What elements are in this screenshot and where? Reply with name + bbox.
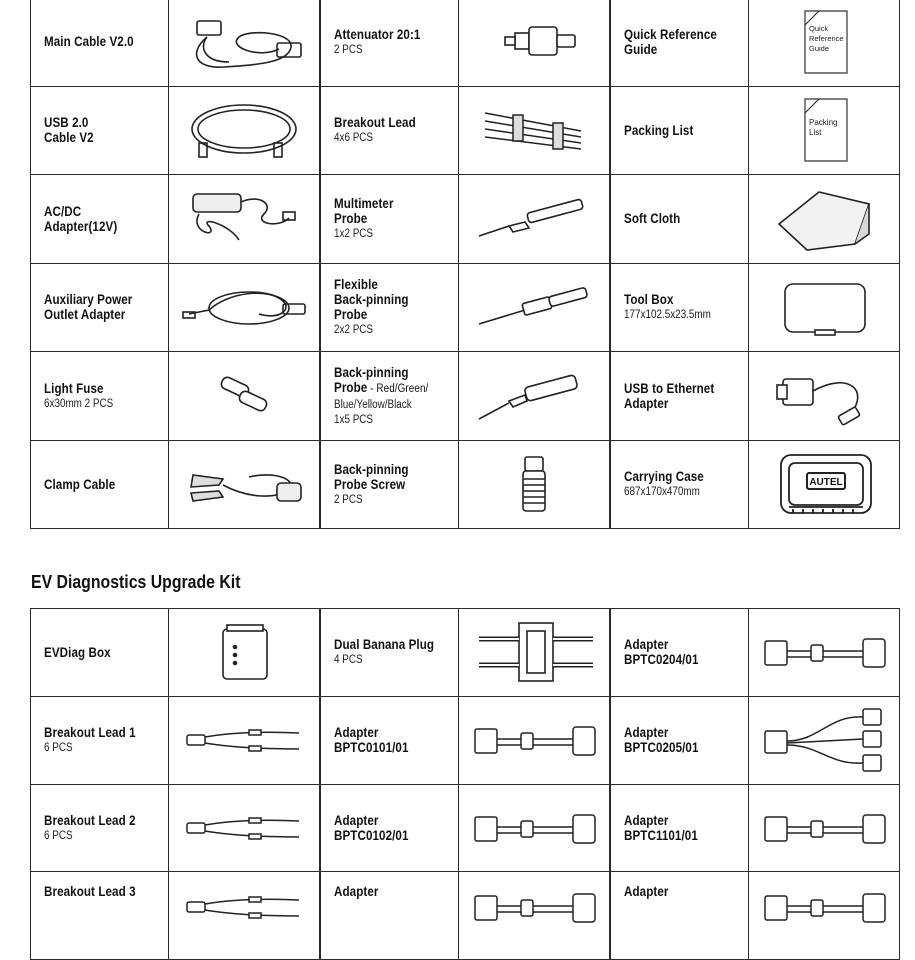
item-label: Carrying Case 687x170x470mm [611, 440, 749, 529]
evdiag-box-icon [169, 609, 320, 697]
section-title: EV Diagnostics Upgrade Kit [31, 572, 241, 592]
item-label: Attenuator 20:1 2 PCS [321, 0, 459, 86]
item-label: Adapter BPTC0205/01 [611, 696, 749, 784]
accessories-table-col3 [610, 0, 900, 529]
item-label: Breakout Lead 1 6 PCS [31, 696, 169, 784]
item-label: Main Cable V2.0 [31, 0, 169, 86]
flexible-probe-icon [459, 263, 610, 352]
svg-text:AUTEL: AUTEL [809, 477, 843, 489]
accessories-table-col1 [30, 0, 320, 529]
item-label: Breakout Lead 3 [31, 872, 169, 960]
item-label: Adapter BPTC0101/01 [321, 696, 459, 784]
item-label: Tool Box 177x102.5x23.5mm [611, 263, 749, 352]
svg-text:Quick: Quick [809, 23, 829, 33]
multimeter-probe-icon [459, 175, 610, 264]
item-label: Adapter [321, 872, 459, 960]
cigarette-adapter-icon [169, 263, 320, 352]
item-label: Quick Reference Guide [611, 0, 749, 86]
item-label: Adapter BPTC0204/01 [611, 609, 749, 697]
main-cable-icon [169, 0, 320, 86]
attenuator-icon [459, 0, 610, 86]
item-label: Dual Banana Plug 4 PCS [321, 609, 459, 697]
item-label: Adapter BPTC1101/01 [611, 784, 749, 872]
fuse-icon [169, 352, 320, 441]
ev-kit-table-col3 [610, 608, 900, 960]
item-label: Breakout Lead 2 6 PCS [31, 784, 169, 872]
ev-kit-table-col2 [320, 608, 610, 960]
item-label: Adapter [611, 872, 749, 960]
adapter-cable-icon [459, 696, 610, 784]
breakout-lead-icon [459, 86, 610, 175]
item-label: USB 2.0 Cable V2 [31, 86, 169, 175]
banana-plug-icon [459, 609, 610, 697]
item-label: Packing List [611, 86, 749, 175]
item-label: Auxiliary Power Outlet Adapter [31, 263, 169, 352]
item-label: EVDiag Box [31, 609, 169, 697]
item-label: Clamp Cable [31, 440, 169, 529]
item-label: Breakout Lead 4x6 PCS [321, 86, 459, 175]
svg-text:List: List [809, 128, 822, 138]
usb-ethernet-icon [749, 352, 900, 441]
svg-text:Guide: Guide [809, 43, 830, 53]
item-label: AC/DC Adapter(12V) [31, 175, 169, 264]
lead-icon [169, 784, 320, 872]
item-label: Back-pinning Probe Screw 2 PCS [321, 440, 459, 529]
y-adapter-cable-icon [749, 696, 900, 784]
carrying-case-icon [749, 440, 900, 529]
svg-text:Reference: Reference [809, 33, 844, 43]
item-label: Back-pinning Probe - Red/Green/ Blue/Yellow/Black 1x5 PCS [321, 352, 459, 441]
adapter-cable-icon [749, 784, 900, 872]
accessories-table-col2 [320, 0, 610, 529]
document-icon [749, 86, 900, 175]
probe-screw-icon [459, 440, 610, 529]
adapter-cable-icon [459, 872, 610, 960]
power-adapter-icon [169, 175, 320, 264]
lead-icon [169, 872, 320, 960]
ev-kit-table-col1 [30, 608, 320, 960]
item-label: Flexible Back-pinning Probe 2x2 PCS [321, 263, 459, 352]
adapter-cable-icon [459, 784, 610, 872]
cloth-icon [749, 175, 900, 264]
item-label: Light Fuse 6x30mm 2 PCS [31, 352, 169, 441]
item-label: Soft Cloth [611, 175, 749, 264]
document-icon [749, 0, 900, 86]
clamp-cable-icon [169, 440, 320, 529]
adapter-cable-icon [749, 609, 900, 697]
item-label: Multimeter Probe 1x2 PCS [321, 175, 459, 264]
usb-cable-icon [169, 86, 320, 175]
item-label: Adapter BPTC0102/01 [321, 784, 459, 872]
item-label: USB to Ethernet Adapter [611, 352, 749, 441]
tool-box-icon [749, 263, 900, 352]
backpinning-probe-icon [459, 352, 610, 441]
adapter-cable-icon [749, 872, 900, 960]
lead-icon [169, 696, 320, 784]
svg-text:Packing: Packing [809, 118, 838, 128]
